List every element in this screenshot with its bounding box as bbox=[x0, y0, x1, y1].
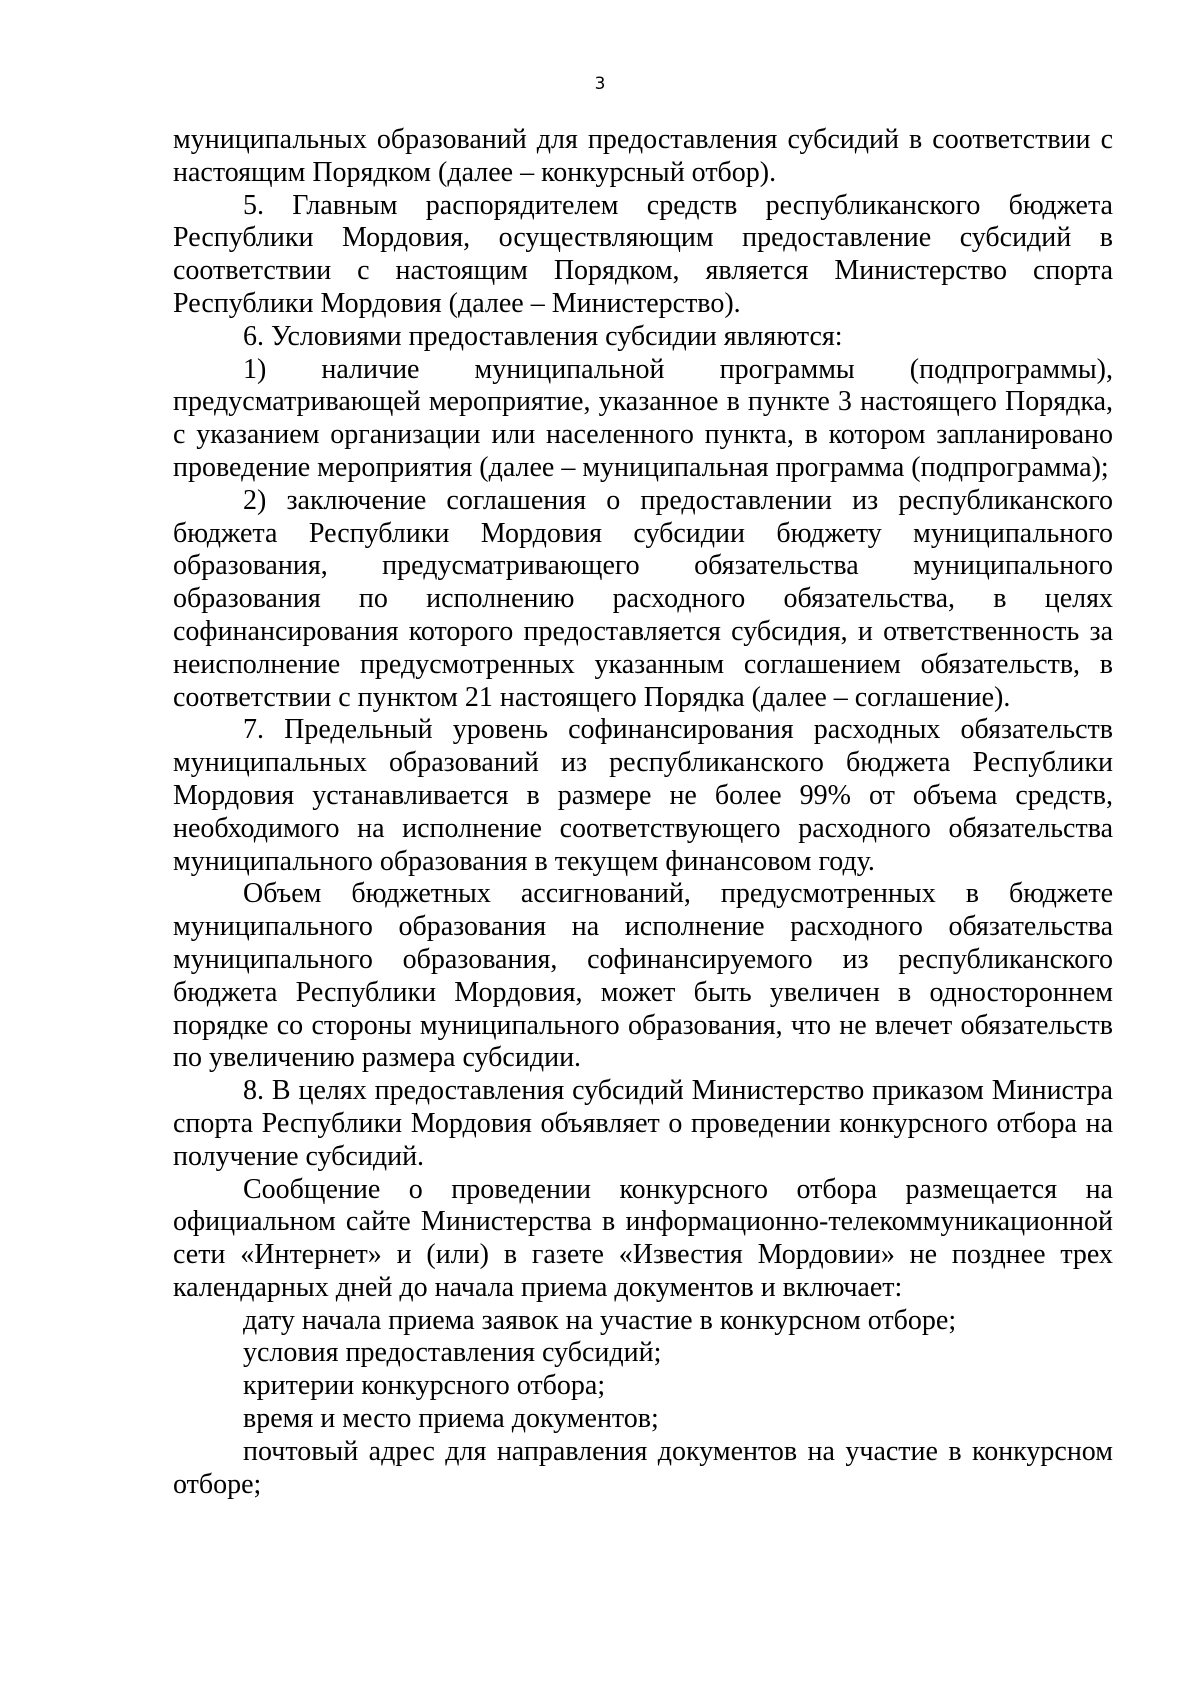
paragraph-subitem-2: 2) заключение соглашения о предоставлении из республиканского бюджета Республики Мордовия субсидии бюджету муниципального образования, предусматривающего обязательства муниципального образования по исполнению расходного обязательства, в целях софинансирования которого предоставляется субсидия, и ответственность за неисполнение предусмотренных указанным соглашением обязательств, в соответствии с пунктом 21 настоящего Порядка (далее – соглашение). bbox=[173, 484, 1113, 713]
paragraph-item-5: 5. Главным распорядителем средств республиканского бюджета Республики Мордовия, осуществляющим предоставление субсидий в соответствии с настоящим Порядком, является Министерство спорта Республики Мордовия (далее – Министерство). bbox=[173, 189, 1113, 319]
paragraph-announcement: Сообщение о проведении конкурсного отбора размещается на официальном сайте Министерства в информационно-телекоммуникационной сети «Интернет» и (или) в газете «Известия Мордовии» не позднее трех календарных дней до начала приема документов и включает: bbox=[173, 1173, 1113, 1303]
list-item-postal-address: почтовый адрес для направления документов на участие в конкурсном отборе; bbox=[173, 1435, 1113, 1500]
page-number: 3 bbox=[594, 74, 606, 94]
paragraph-item-8: 8. В целях предоставления субсидий Министерство приказом Министра спорта Республики Мордовия объявляет о проведении конкурсного отбора на получение субсидий. bbox=[173, 1075, 1113, 1172]
paragraph-budget-volume: Объем бюджетных ассигнований, предусмотренных в бюджете муниципального образования на исполнение расходного обязательства муниципального образования, софинансируемого из республиканского бюджета Республики Мордовия, может быть увеличен в одностороннем порядке со стороны муниципального образования, что не влечет обязательств по увеличению размера субсидии. bbox=[173, 878, 1113, 1074]
list-item-start-date: дату начала приема заявок на участие в конкурсном отборе; bbox=[243, 1304, 957, 1336]
paragraph-subitem-1: 1) наличие муниципальной программы (подпрограммы), предусматривающей мероприятие, указанное в пункте 3 настоящего Порядка, с указанием организации или населенного пункта, в котором запланировано проведение мероприятия (далее – муниципальная программа (подпрограмма); bbox=[173, 353, 1113, 483]
paragraph-continuation: муниципальных образований для предоставления субсидий в соответствии с настоящим Порядком (далее – конкурсный отбор). bbox=[173, 124, 1113, 188]
list-item-time-place: время и место приема документов; bbox=[243, 1403, 659, 1435]
paragraph-item-7: 7. Предельный уровень софинансирования расходных обязательств муниципальных образований из республиканского бюджета Республики Мордовия устанавливается в размере не более 99% от объема средств, необходимого на исполнение соответствующего расходного обязательства муниципального образования в текущем финансовом году. bbox=[173, 714, 1113, 877]
document-body bbox=[173, 124, 1113, 1501]
paragraph-item-6: 6. Условиями предоставления субсидии являются: bbox=[243, 320, 843, 352]
list-item-conditions: условия предоставления субсидий; bbox=[243, 1337, 662, 1369]
list-item-criteria: критерии конкурсного отбора; bbox=[243, 1370, 606, 1402]
